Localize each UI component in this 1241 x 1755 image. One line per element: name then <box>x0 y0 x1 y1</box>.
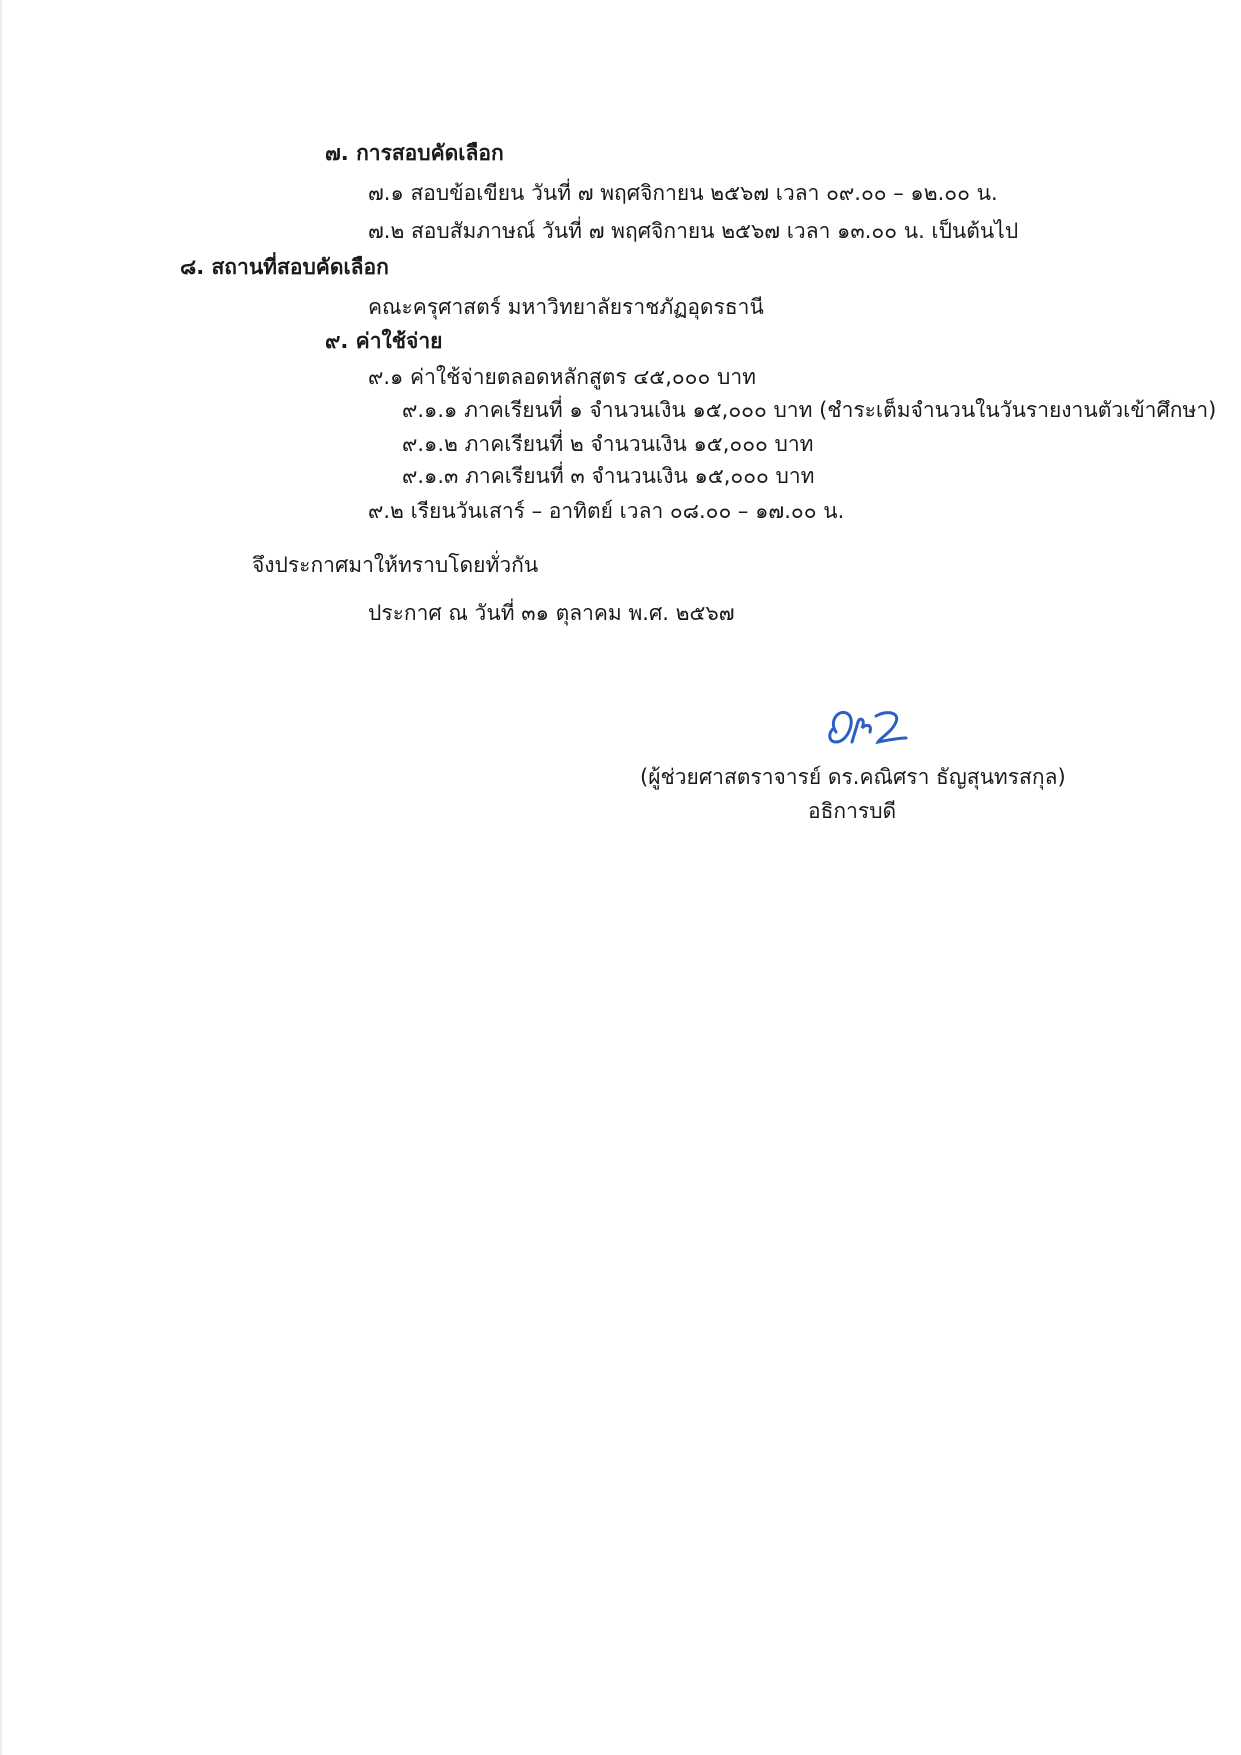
section7-item2: ๗.๒ สอบสัมภาษณ์ วันที่ ๗ พฤศจิกายน ๒๕๖๗ เวลา ๑๓.๐๐ น. เป็นต้นไป <box>368 219 1019 243</box>
section9-heading: ๙. ค่าใช้จ่าย <box>325 329 443 353</box>
section9-item2: ๙.๒ เรียนวันเสาร์ – อาทิตย์ เวลา ๐๘.๐๐ – ๑๗.๐๐ น. <box>368 499 845 523</box>
closing-statement: จึงประกาศมาให้ทราบโดยทั่วกัน <box>252 553 539 577</box>
section9-item1: ๙.๑ ค่าใช้จ่ายตลอดหลักสูตร ๔๕,๐๐๐ บาท <box>368 365 756 389</box>
signatory-name: (ผู้ช่วยศาสตราจารย์ ดร.คณิศรา ธัญสุนทรสกุล) <box>640 765 1066 789</box>
handwritten-signature-icon <box>822 702 922 754</box>
section8-place: คณะครุศาสตร์ มหาวิทยาลัยราชภัฏอุดรธานี <box>368 295 764 319</box>
section9-item1-3: ๙.๑.๓ ภาคเรียนที่ ๓ จำนวนเงิน ๑๕,๐๐๐ บาท <box>402 464 815 488</box>
section7-item1: ๗.๑ สอบข้อเขียน วันที่ ๗ พฤศจิกายน ๒๕๖๗ เวลา ๐๙.๐๐ – ๑๒.๐๐ น. <box>368 181 998 205</box>
section9-item1-2: ๙.๑.๒ ภาคเรียนที่ ๒ จำนวนเงิน ๑๕,๐๐๐ บาท <box>402 432 814 456</box>
scan-edge-shadow <box>0 0 3 1755</box>
signatory-title: อธิการบดี <box>808 799 897 823</box>
section8-heading: ๘. สถานที่สอบคัดเลือก <box>180 255 389 279</box>
announcement-date: ประกาศ ณ วันที่ ๓๑ ตุลาคม พ.ศ. ๒๕๖๗ <box>368 601 735 625</box>
section9-item1-1: ๙.๑.๑ ภาคเรียนที่ ๑ จำนวนเงิน ๑๕,๐๐๐ บาท (ชำระเต็มจำนวนในวันรายงานตัวเข้าศึกษา) <box>402 398 1217 422</box>
section7-heading: ๗. การสอบคัดเลือก <box>325 141 504 165</box>
